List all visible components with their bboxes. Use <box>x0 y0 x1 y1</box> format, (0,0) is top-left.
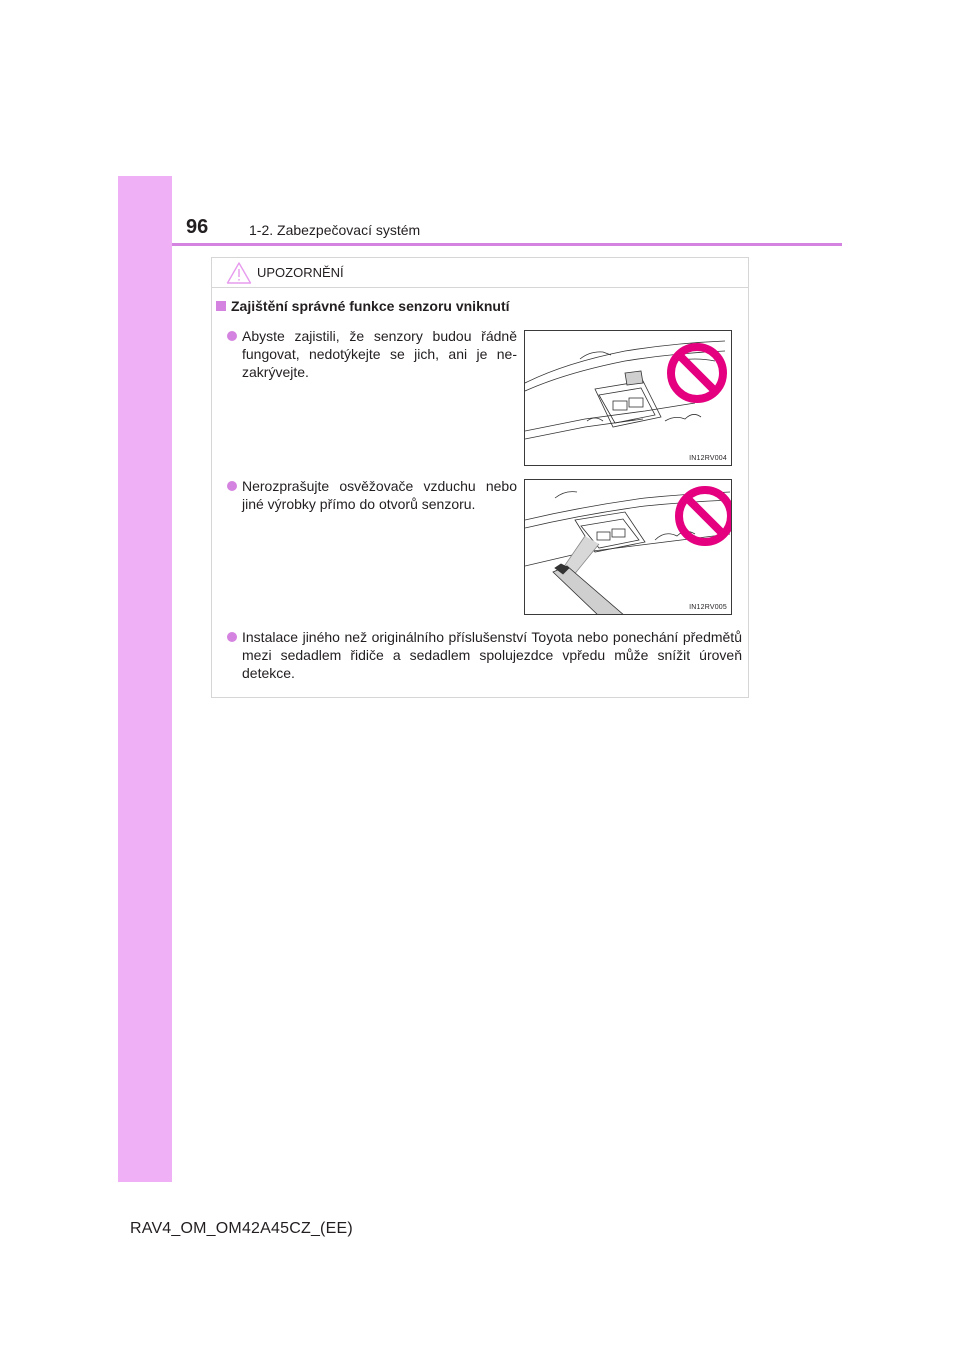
subheading-text: Zajištění správné funkce senzoru vniknutí <box>231 298 510 314</box>
square-bullet-icon <box>216 301 226 311</box>
bullet-dot-icon <box>227 331 237 341</box>
bullet-text: Nerozprašujte osvěžovače vzduchu nebo jiné výrobky přímo do otvorů senzoru. <box>242 478 517 512</box>
bullet-item <box>242 327 517 381</box>
bullet-text: Abyste zajistili, že senzory budou řádně fungovat, nedotýkejte se jich, ani je nezakrývejte. <box>242 328 517 380</box>
bullet-item <box>242 477 517 513</box>
document-code: RAV4_OM_OM42A45CZ_(EE) <box>130 1220 353 1237</box>
section-title: 1-2. Zabezpečovací systém <box>249 222 421 238</box>
warning-box <box>211 257 749 698</box>
bullet-item <box>242 628 742 682</box>
bullet-dot-icon <box>227 481 237 491</box>
overhead-console-illustration <box>525 331 732 466</box>
header-rule <box>172 243 842 246</box>
bullet-dot-icon <box>227 632 237 642</box>
figure-code: IN12RV005 <box>689 604 727 611</box>
warning-triangle-icon <box>226 261 252 285</box>
bullet-text: Instalace jiného než originálního příslušenství Toyota nebo ponechání předmětů mezi sedadlem řidiče a sedadlem spolujezdce vpředu může snížit úroveň detekce. <box>242 629 742 681</box>
figure-sensor-touch <box>524 330 732 466</box>
spray-can-illustration <box>525 480 732 615</box>
figure-sensor-spray <box>524 479 732 615</box>
figure-code: IN12RV004 <box>689 455 727 462</box>
warning-subheading <box>216 298 510 314</box>
chapter-side-tab <box>118 176 172 1182</box>
warning-header <box>212 258 748 288</box>
page-number: 96 <box>186 216 209 238</box>
warning-label: UPOZORNĚNÍ <box>257 265 344 280</box>
